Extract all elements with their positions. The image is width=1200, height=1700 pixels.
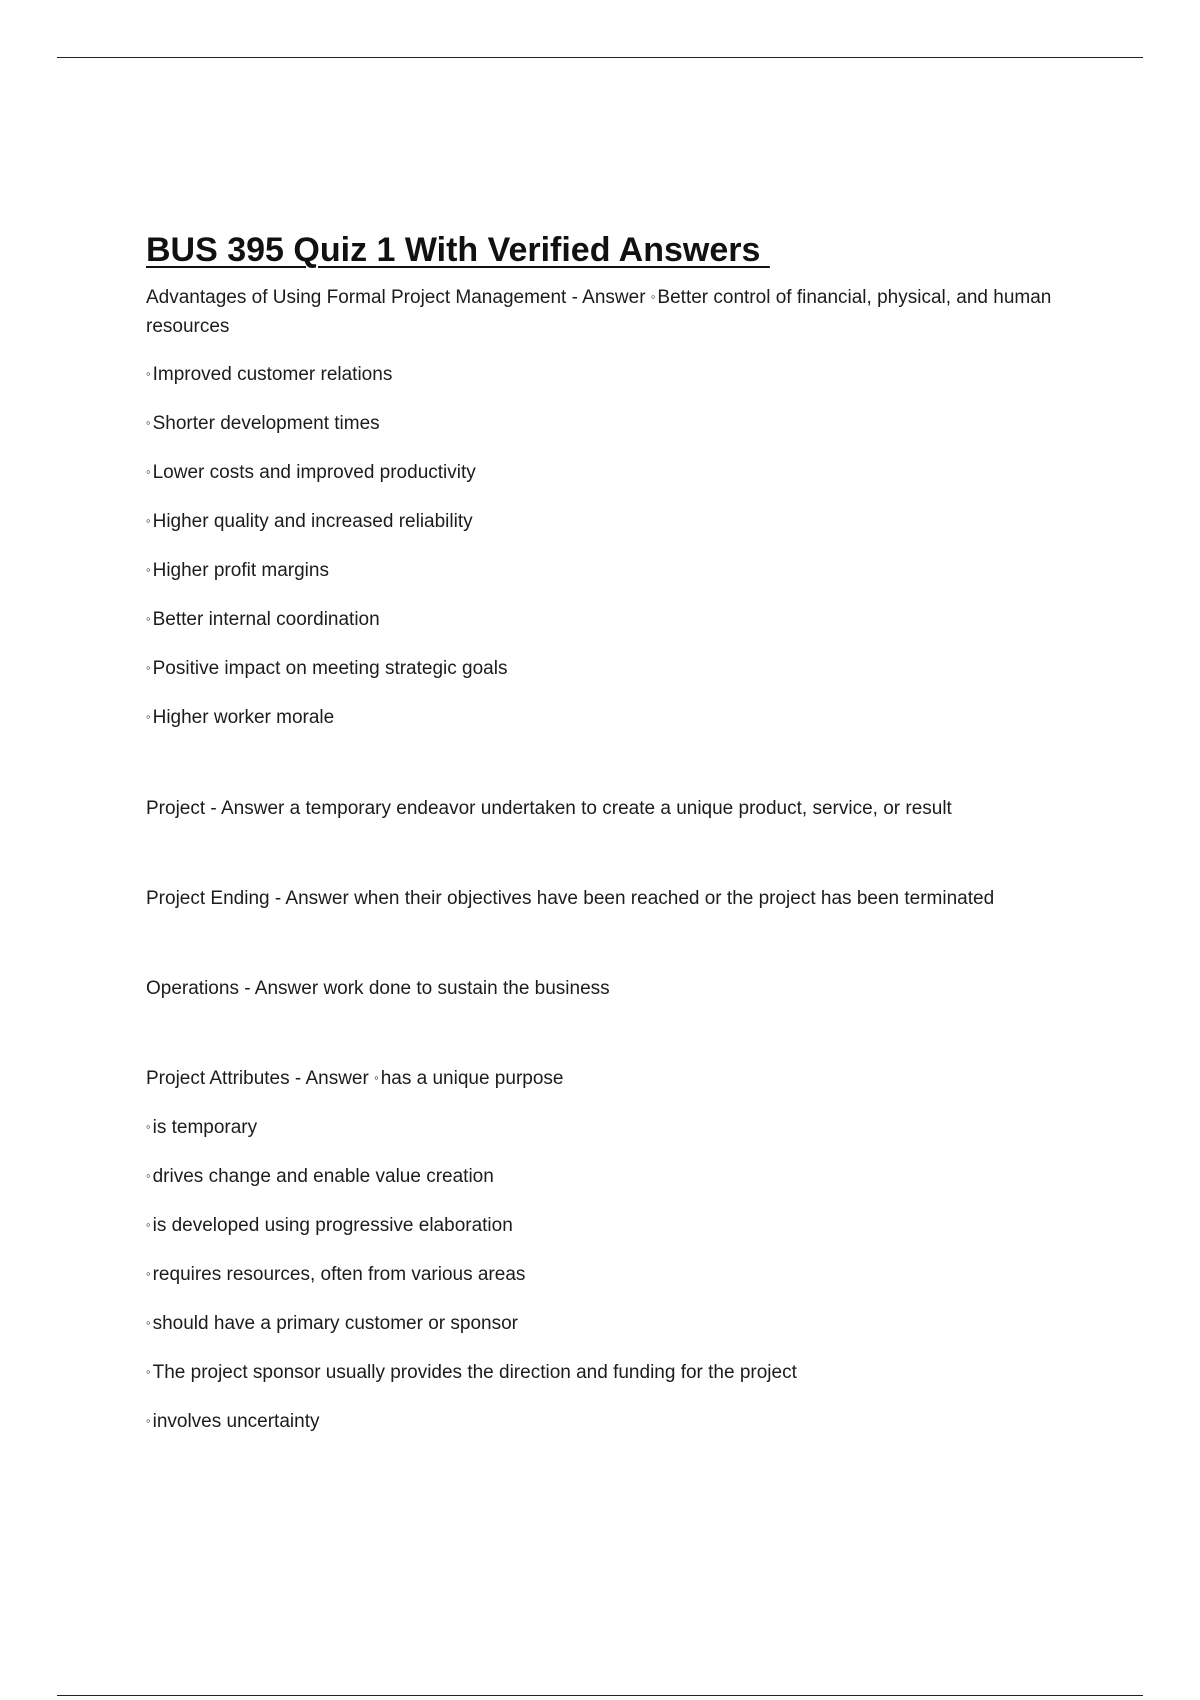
entry-heading (146, 1065, 1066, 1094)
entry-separator: - Answer (566, 287, 651, 308)
list-item-text: Improved customer relations (152, 364, 393, 385)
list-item-text: The project sponsor usually provides the direction and funding for the project (152, 1362, 797, 1383)
entry-term: Project Attributes (146, 1068, 290, 1089)
list-item (146, 1212, 1066, 1241)
bullet-icon: ◦ (146, 1119, 151, 1134)
list-item-text: Lower costs and improved productivity (152, 462, 476, 483)
bullet-icon: ◦ (146, 611, 151, 626)
entry-answer: Better control of financial, physical, and human resources (146, 287, 1052, 337)
bullet-icon: ◦ (146, 1315, 151, 1330)
entry-separator: - Answer (269, 888, 355, 909)
bullet-icon: ◦ (146, 366, 151, 381)
bullet-icon: ◦ (146, 513, 151, 528)
entry-answer: has a unique purpose (380, 1068, 564, 1089)
list-item (146, 557, 1066, 586)
qa-entry-advantages (146, 284, 1066, 733)
list-item (146, 361, 1066, 390)
list-item (146, 704, 1066, 733)
list-item (146, 1359, 1066, 1388)
entry-heading (146, 885, 1066, 913)
bullet-icon: ◦ (146, 415, 151, 430)
list-item-text: should have a primary customer or sponsor (152, 1313, 518, 1334)
bullet-icon: ◦ (146, 1266, 151, 1281)
document-body (146, 226, 1066, 1437)
bullet-icon: ◦ (146, 1413, 151, 1428)
list-item-text: Better internal coordination (152, 609, 380, 630)
bullet-icon: ◦ (146, 1217, 151, 1232)
entry-heading (146, 975, 1066, 1003)
entry-term: Project (146, 798, 206, 819)
list-item (146, 1261, 1066, 1290)
entry-answer: a temporary endeavor undertaken to create a unique product, service, or result (289, 798, 952, 819)
header-rule (57, 57, 1143, 58)
list-item (146, 508, 1066, 537)
bullet-icon: ◦ (146, 660, 151, 675)
list-item (146, 459, 1066, 488)
list-item (146, 655, 1066, 684)
list-item (146, 1163, 1066, 1192)
list-item-text: Higher profit margins (152, 560, 329, 581)
qa-entry-project-attributes (146, 1065, 1066, 1437)
entry-heading (146, 284, 1066, 341)
entry-separator: - Answer (289, 1068, 375, 1089)
entry-term: Operations (146, 978, 239, 999)
document-title: BUS 395 Quiz 1 With Verified Answers (146, 231, 770, 269)
entry-term: Advantages of Using Formal Project Management (146, 287, 567, 308)
list-item-text: is temporary (152, 1117, 258, 1138)
list-item-text: is developed using progressive elaboration (152, 1215, 513, 1236)
list-item-text: Higher worker morale (152, 707, 335, 728)
bullet-icon: ◦ (650, 289, 656, 304)
list-item-text: involves uncertainty (152, 1411, 320, 1432)
entry-answer: work done to sustain the business (323, 978, 610, 999)
entry-answer: when their objectives have been reached or the project has been terminated (354, 888, 995, 909)
list-item-text: Higher quality and increased reliability (152, 511, 473, 532)
list-item (146, 410, 1066, 439)
list-item-text: Positive impact on meeting strategic goals (152, 658, 508, 679)
list-item-text: requires resources, often from various areas (152, 1264, 526, 1285)
list-item-text: drives change and enable value creation (152, 1166, 494, 1187)
bullet-icon: ◦ (146, 1168, 151, 1183)
entry-heading (146, 795, 1066, 823)
qa-entry-operations (146, 975, 1066, 1003)
list-item (146, 1114, 1066, 1143)
footer-rule (57, 1695, 1143, 1696)
bullet-icon: ◦ (374, 1070, 379, 1085)
list-item (146, 1408, 1066, 1437)
bullet-icon: ◦ (146, 709, 151, 724)
list-item (146, 1310, 1066, 1339)
bullet-icon: ◦ (146, 464, 151, 479)
entry-separator: - Answer (238, 978, 324, 999)
list-item (146, 606, 1066, 635)
entry-term: Project Ending (146, 888, 270, 909)
bullet-icon: ◦ (146, 562, 151, 577)
qa-entry-project-ending (146, 885, 1066, 913)
qa-entry-project (146, 795, 1066, 823)
list-item-text: Shorter development times (152, 413, 380, 434)
bullet-icon: ◦ (146, 1364, 151, 1379)
entry-separator: - Answer (205, 798, 290, 819)
